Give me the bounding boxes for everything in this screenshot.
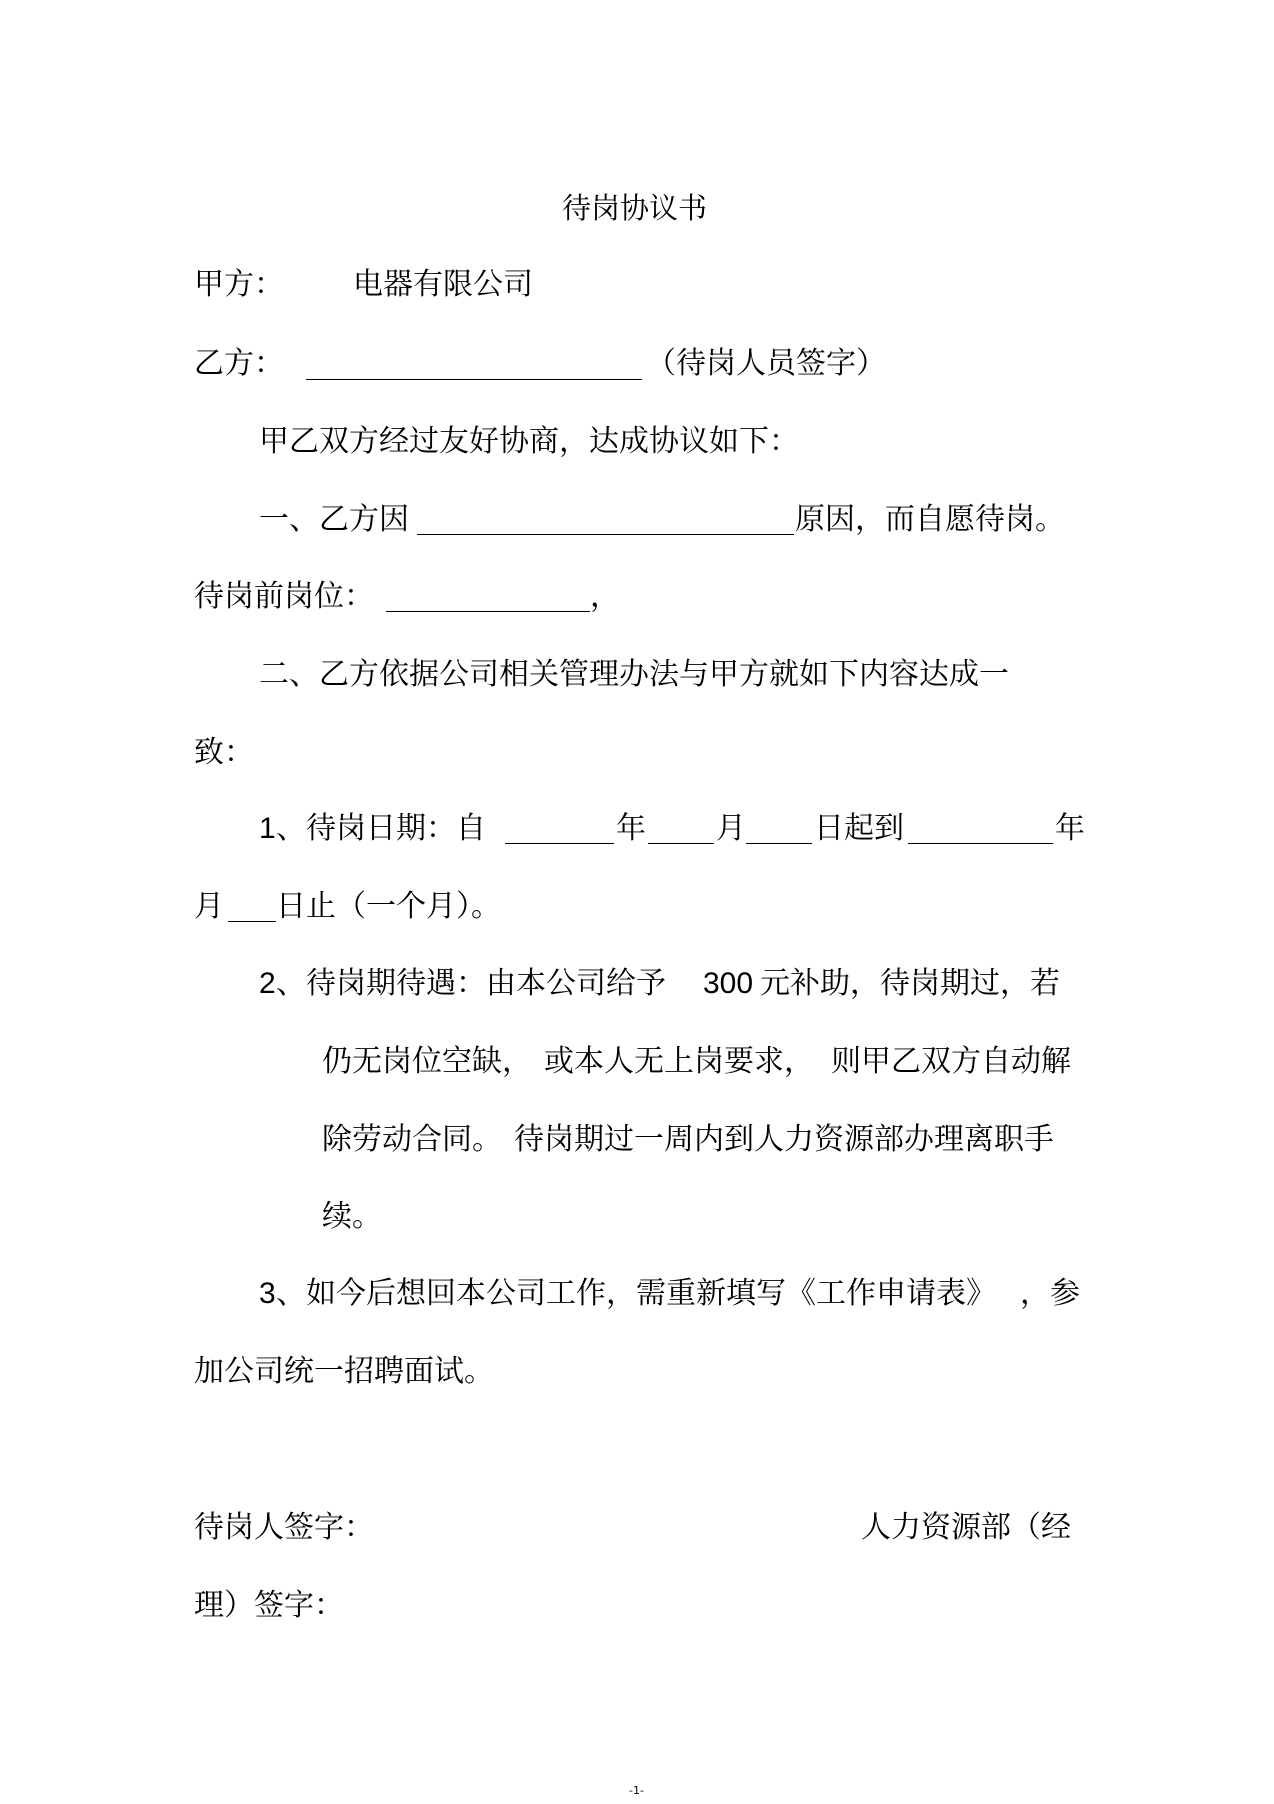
clause-2-line-3: 除劳动合同。 <box>322 1122 502 1157</box>
clause-2-line-2b: 或本人无上岗要求， <box>544 1044 814 1079</box>
clause-3-line-2: 加公司统一招聘面试。 <box>194 1354 494 1389</box>
clause-2-line-2: 仍无岗位空缺， <box>322 1044 532 1079</box>
party-a-name: 电器有限公司 <box>353 267 533 302</box>
clause-1-label: 、待岗日期：自 <box>276 811 486 846</box>
clause-1-line-2-rest: 日止（一个月）。 <box>276 889 501 924</box>
clause-2-label: 、待岗期待遇：由本公司给予 <box>276 966 666 1001</box>
page-number: -1- <box>629 1784 644 1797</box>
reason-blank[interactable] <box>417 534 794 535</box>
clause-2-line-2c: 则甲乙双方自动解 <box>831 1044 1071 1079</box>
clause-2-line-3b: 待岗期过一周内到人力资源部办理离职手 <box>514 1122 1054 1157</box>
start-year-blank[interactable] <box>505 843 614 844</box>
item-2-line-1: 二、乙方依据公司相关管理办法与甲方就如下内容达成一 <box>259 657 1009 692</box>
hr-signature-label-line-2: 理）签字： <box>194 1588 344 1623</box>
start-month-blank[interactable] <box>648 843 714 844</box>
clause-2-number: 2 <box>259 967 276 1000</box>
clause-3-number: 3 <box>259 1277 276 1310</box>
employee-signature-label: 待岗人签字： <box>194 1510 374 1545</box>
start-month-label: 月 <box>716 811 746 846</box>
start-day-blank[interactable] <box>746 843 812 844</box>
end-month-label: 月 <box>194 889 224 924</box>
item-2-line-2: 致： <box>194 735 254 770</box>
clause-2-line-4: 续。 <box>322 1199 382 1234</box>
prev-post-comma: ， <box>590 579 620 614</box>
clause-3-line-1: 、如今后想回本公司工作，需重新填写《工作申请表》 <box>276 1276 996 1311</box>
clause-1-number: 1 <box>259 812 276 845</box>
party-b-label: 乙方： <box>194 346 284 381</box>
start-year-label: 年 <box>616 811 646 846</box>
intro-paragraph: 甲乙双方经过友好协商，达成协议如下： <box>259 424 799 459</box>
party-a-label: 甲方： <box>194 267 284 302</box>
item-1-suffix: 原因，而自愿待岗。 <box>795 502 1065 537</box>
prev-post-blank[interactable] <box>386 611 590 612</box>
clause-3-line-1-end: ，参 <box>1020 1276 1080 1311</box>
end-day-blank[interactable] <box>228 921 276 922</box>
party-b-note: （待岗人员签字） <box>646 346 886 381</box>
clause-2-line-1-rest: 元补助，待岗期过，若 <box>760 966 1060 1001</box>
item-1-prefix: 一、乙方因 <box>259 502 409 537</box>
start-day-label: 日起到 <box>814 811 904 846</box>
end-year-blank[interactable] <box>908 843 1053 844</box>
document-title: 待岗协议书 <box>562 191 708 225</box>
end-year-label: 年 <box>1055 811 1085 846</box>
hr-signature-label: 人力资源部（经 <box>861 1510 1071 1545</box>
prev-post-label: 待岗前岗位： <box>194 579 374 614</box>
clause-2-amount: 300 <box>703 967 754 1000</box>
party-b-signature-blank[interactable] <box>306 379 642 380</box>
